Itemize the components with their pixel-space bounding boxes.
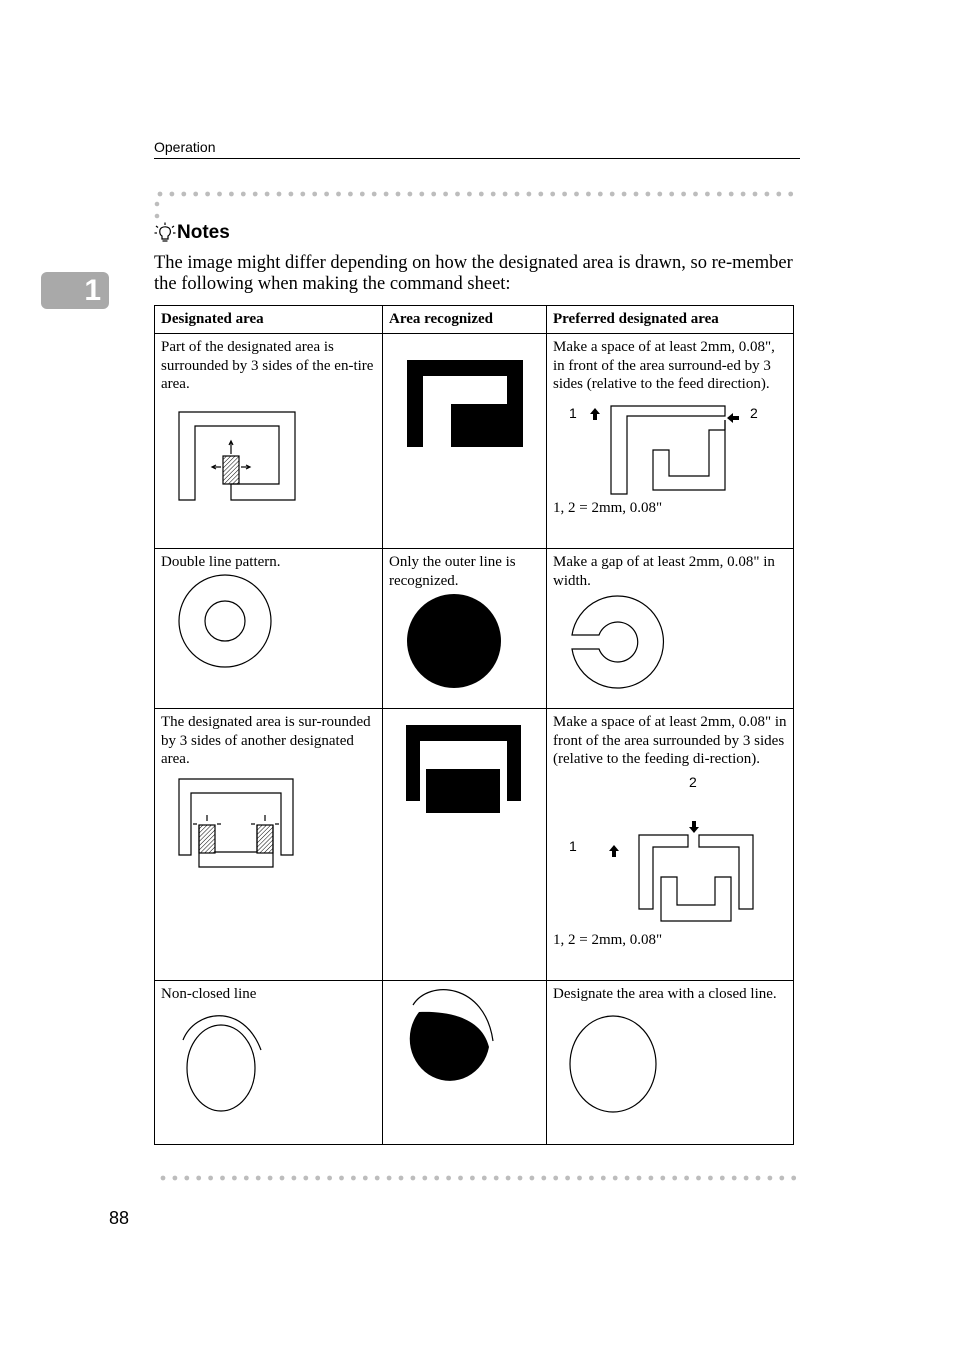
rule-dot [277, 192, 282, 197]
label-2: 2 [750, 404, 758, 421]
rule-dot [419, 192, 424, 197]
rule-dot [443, 192, 448, 197]
rule-dot [541, 1176, 546, 1181]
rule-dot [753, 192, 758, 197]
rule-dot [610, 192, 615, 197]
rule-dot [181, 192, 186, 197]
rule-dot [622, 192, 627, 197]
notes-table [154, 305, 794, 1145]
table-cell [155, 334, 383, 549]
rule-dot [173, 1176, 178, 1181]
cell-text: Make a space of at least 2mm, 0.08", in front of the area surround-ed by 3 sides (relative to the feed direction). [553, 339, 775, 392]
rule-dot [303, 1176, 308, 1181]
rule-dot [788, 192, 793, 197]
rule-dot [696, 1176, 701, 1181]
rule-dot [503, 192, 508, 197]
table-cell [547, 549, 794, 709]
running-header: Operation [154, 139, 216, 155]
table-row [155, 981, 794, 1145]
rule-dot [289, 192, 294, 197]
header-rule [154, 158, 800, 159]
rule-dot [598, 192, 603, 197]
rule-dot [396, 192, 401, 197]
rule-dot [265, 192, 270, 197]
rule-dot [538, 192, 543, 197]
rule-dot [232, 1176, 237, 1181]
rule-dot [741, 192, 746, 197]
rule-dot [562, 192, 567, 197]
rule-dot [681, 192, 686, 197]
rule-dot [229, 192, 234, 197]
arrow-up-icon [609, 845, 619, 857]
arrow-up-icon [590, 408, 600, 420]
rule-dot [446, 1176, 451, 1181]
rule-dot [422, 1176, 427, 1181]
rule-dot [491, 192, 496, 197]
rule-dot [208, 1176, 213, 1181]
table-cell [383, 981, 547, 1145]
rule-dot [669, 192, 674, 197]
rule-dot [375, 1176, 380, 1181]
chapter-tab: 1 [41, 272, 109, 309]
rule-dot [494, 1176, 499, 1181]
rule-dot [324, 192, 329, 197]
rule-dot [193, 192, 198, 197]
rule-dot [161, 1176, 166, 1181]
rule-dot [315, 1176, 320, 1181]
rule-dot [196, 1176, 201, 1181]
table-header-row [155, 306, 794, 334]
cell-text: Make a space of at least 2mm, 0.08" in front of the area surrounded by 3 sides (relative to the feeding di-rection). [553, 714, 787, 767]
rule-dot [518, 1176, 523, 1181]
rule-dot [515, 192, 520, 197]
column-header-designated: Designated area [155, 306, 383, 334]
arrow-left-icon [727, 413, 739, 423]
rule-dot [351, 1176, 356, 1181]
rule-dot [482, 1176, 487, 1181]
table-cell [547, 334, 794, 549]
page-number: 88 [109, 1208, 130, 1228]
rule-dot [768, 1176, 773, 1181]
rule-dot [506, 1176, 511, 1181]
rule-dot [479, 192, 484, 197]
rule-dot [348, 192, 353, 197]
rule-dot [241, 192, 246, 197]
filled-circle-figure [389, 590, 539, 690]
table-cell [383, 549, 547, 709]
table-cell [155, 981, 383, 1145]
cell-text: Only the outer line is recognized. [389, 554, 516, 589]
preferred-nested-figure [553, 769, 788, 931]
rule-dot [649, 1176, 654, 1181]
rule-dot [467, 192, 472, 197]
rule-dot [387, 1176, 392, 1181]
rule-dot [657, 192, 662, 197]
rule-dot [776, 192, 781, 197]
lightbulb-icon [154, 222, 176, 244]
rule-dot [634, 192, 639, 197]
rule-dot [637, 1176, 642, 1181]
rule-dot [779, 1176, 784, 1181]
rule-dot [527, 192, 532, 197]
rule-dot [411, 1176, 416, 1181]
rule-dot [327, 1176, 332, 1181]
rule-dot [625, 1176, 630, 1181]
rule-dot [672, 1176, 677, 1181]
rule-dot [530, 1176, 535, 1181]
rule-dot [646, 192, 651, 197]
rule-dot [312, 192, 317, 197]
rule-dot [220, 1176, 225, 1181]
table-row [155, 334, 794, 549]
nested-areas-figure [161, 769, 376, 879]
rule-dot [372, 192, 377, 197]
rule-dot [256, 1176, 261, 1181]
rule-dot [574, 192, 579, 197]
cell-text: Double line pattern. [161, 554, 281, 570]
rule-dot [300, 192, 305, 197]
rule-dot [184, 1176, 189, 1181]
rule-dot [744, 1176, 749, 1181]
table-cell [547, 709, 794, 981]
rule-dot [280, 1176, 285, 1181]
rule-dot [268, 1176, 273, 1181]
rule-dot [589, 1176, 594, 1181]
bottom-dotted-rule [154, 1173, 800, 1183]
preferred-area-figure [553, 394, 788, 499]
rule-dot [660, 1176, 665, 1181]
rule-dot [470, 1176, 475, 1181]
recognized-nested-figure [389, 717, 539, 827]
rule-dot [791, 1176, 796, 1181]
cell-text: Part of the designated area is surrounded by 3 sides of the en-tire area. [161, 339, 374, 392]
double-circle-figure [161, 572, 376, 682]
rule-dot [458, 1176, 463, 1181]
rule-dot [253, 192, 258, 197]
rule-dot [170, 192, 175, 197]
table-cell [383, 709, 547, 981]
table-row [155, 709, 794, 981]
column-header-recognized: Area recognized [383, 306, 547, 334]
top-dotted-rule [154, 189, 800, 199]
rule-dot [720, 1176, 725, 1181]
rule-dot [336, 192, 341, 197]
rule-dot [292, 1176, 297, 1181]
rule-dot [565, 1176, 570, 1181]
rule-dot [577, 1176, 582, 1181]
rule-dot [550, 192, 555, 197]
column-header-preferred: Preferred designated area [547, 306, 794, 334]
rule-dot [434, 1176, 439, 1181]
rule-dot [205, 192, 210, 197]
rule-dot [360, 192, 365, 197]
label-1: 1 [569, 837, 577, 854]
rule-dot [399, 1176, 404, 1181]
notes-intro: The image might differ depending on how the designated area is drawn, so re-member the following when making the command sheet: [154, 253, 793, 294]
rule-dot [705, 192, 710, 197]
arrow-down-icon [689, 821, 699, 833]
rule-dot [693, 192, 698, 197]
rule-dot [729, 192, 734, 197]
table-cell [383, 334, 547, 549]
rule-dot [717, 192, 722, 197]
rule-dot [765, 192, 770, 197]
table-cell [547, 981, 794, 1145]
dot-trail [153, 199, 163, 223]
measurement-note: 1, 2 = 2mm, 0.08" [553, 931, 663, 948]
rule-dot [431, 192, 436, 197]
label-1: 1 [569, 404, 577, 421]
rule-dot [217, 192, 222, 197]
measurement-note: 1, 2 = 2mm, 0.08" [553, 499, 663, 516]
recognized-area-figure [389, 352, 539, 482]
notes-title: Notes [177, 222, 230, 243]
rule-dot [601, 1176, 606, 1181]
table-cell [155, 549, 383, 709]
rule-dot [684, 1176, 689, 1181]
three-sided-area-figure [161, 394, 376, 504]
cell-text: Make a gap of at least 2mm, 0.08" in width. [553, 554, 775, 589]
rule-dot [408, 192, 413, 197]
open-curve-figure [161, 1004, 376, 1124]
rule-dot [339, 1176, 344, 1181]
table-cell [155, 709, 383, 981]
rule-dot [732, 1176, 737, 1181]
cell-text: The designated area is sur-rounded by 3 sides of another designated area. [161, 714, 371, 767]
rule-dot [244, 1176, 249, 1181]
rule-dot [613, 1176, 618, 1181]
cell-text: Non-closed line [161, 986, 257, 1002]
rule-dot [553, 1176, 558, 1181]
closed-curve-figure [553, 1004, 788, 1114]
rule-dot [756, 1176, 761, 1181]
recognized-curve-figure [389, 985, 539, 1105]
table-row [155, 549, 794, 709]
label-2: 2 [689, 773, 697, 790]
rule-dot [363, 1176, 368, 1181]
notes-heading [154, 221, 230, 245]
rule-dot [384, 192, 389, 197]
rule-dot [586, 192, 591, 197]
rule-dot [158, 192, 163, 197]
cell-text: Designate the area with a closed line. [553, 986, 777, 1002]
rule-dot [708, 1176, 713, 1181]
gapped-circle-figure [553, 590, 788, 690]
rule-dot [455, 192, 460, 197]
